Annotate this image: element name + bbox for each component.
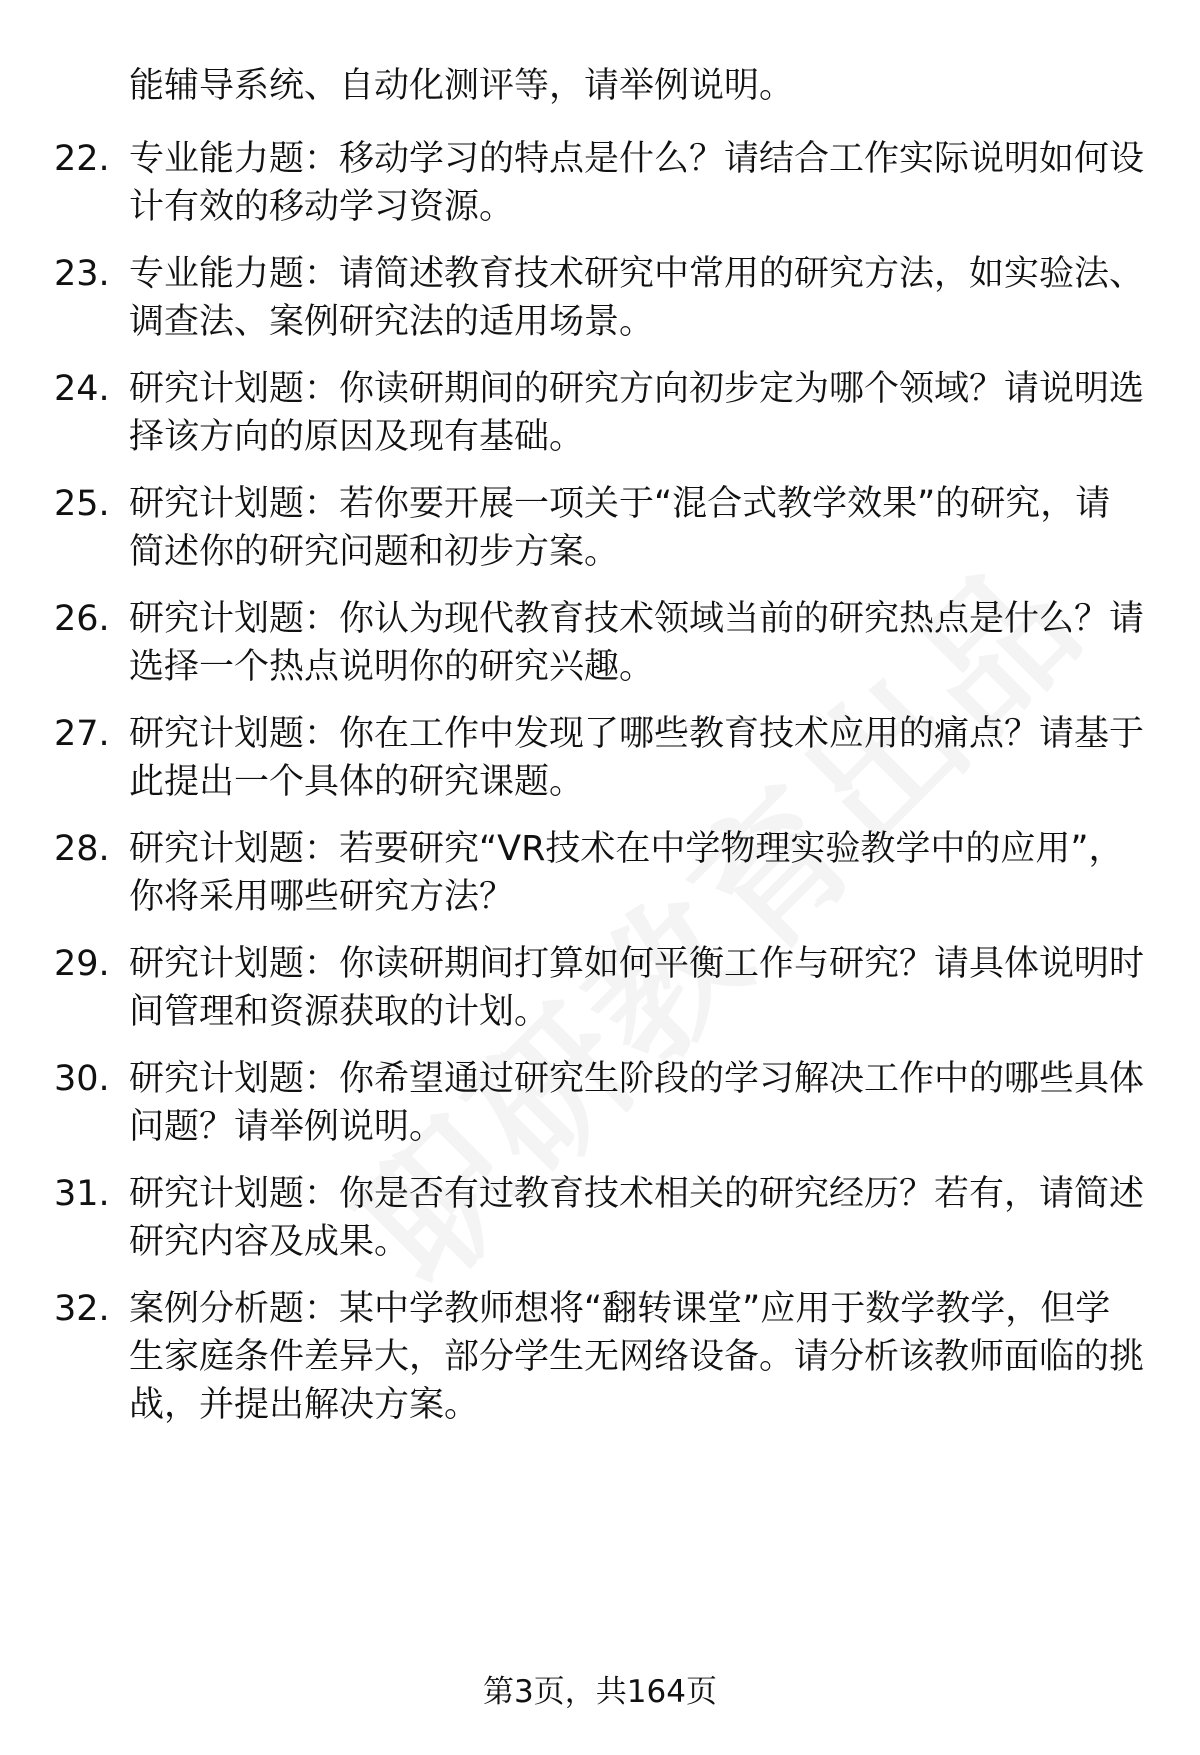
question-number: 30.: [54, 1059, 110, 1099]
question-number: 31.: [54, 1174, 110, 1214]
question-text: 专业能力题：移动学习的特点是什么？请结合工作实际说明如何设计有效的移动学习资源。: [129, 139, 1145, 227]
question-number: 32.: [54, 1289, 110, 1329]
question-number: 27.: [54, 714, 110, 754]
question-text: 案例分析题：某中学教师想将“翻转课堂”应用于数学教学，但学生家庭条件差异大，部分学生无网络设备。请分析该教师面临的挑战，并提出解决方案。: [129, 1289, 1145, 1425]
question-text: 研究计划题：若要研究“VR技术在中学物理实验教学中的应用”，你将采用哪些研究方法？: [129, 829, 1124, 917]
question-text: 专业能力题：请简述教育技术研究中常用的研究方法，如实验法、调查法、案例研究法的适用场景。: [129, 254, 1145, 342]
page-footer: 第3页，共164页: [483, 1674, 717, 1710]
question-text: 研究计划题：你读研期间的研究方向初步定为哪个领域？请说明选择该方向的原因及现有基础。: [129, 369, 1145, 457]
question-number: 28.: [54, 829, 110, 869]
question-text: 研究计划题：你在工作中发现了哪些教育技术应用的痛点？请基于此提出一个具体的研究课题。: [129, 714, 1145, 802]
question-text: 研究计划题：若你要开展一项关于“混合式教学效果”的研究，请简述你的研究问题和初步方案。: [129, 484, 1111, 572]
question-text: 研究计划题：你读研期间打算如何平衡工作与研究？请具体说明时间管理和资源获取的计划。: [129, 944, 1145, 1032]
question-text: 研究计划题：你希望通过研究生阶段的学习解决工作中的哪些具体问题？请举例说明。: [129, 1059, 1145, 1147]
question-number: 23.: [54, 254, 110, 294]
question-number: 25.: [54, 484, 110, 524]
question-number: 29.: [54, 944, 110, 984]
question-text: 研究计划题：你是否有过教育技术相关的研究经历？若有，请简述研究内容及成果。: [129, 1174, 1145, 1262]
continued-question-text: 能辅导系统、自动化测评等，请举例说明。: [129, 66, 795, 106]
question-number: 22.: [54, 139, 110, 179]
question-number: 26.: [54, 599, 110, 639]
question-number: 24.: [54, 369, 110, 409]
question-text: 研究计划题：你认为现代教育技术领域当前的研究热点是什么？请选择一个热点说明你的研究兴趣。: [129, 599, 1145, 687]
